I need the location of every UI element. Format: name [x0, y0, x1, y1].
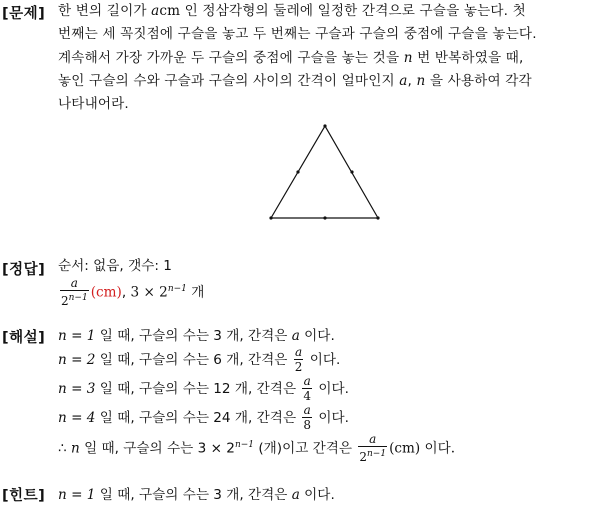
answer-line-1: 순서: 없음, 갯수: 1 [58, 258, 172, 274]
triangle-shape [271, 126, 378, 218]
solution-row-4: n = 4 일 때, 구슬의 수는 24 개, 간격은 $\frac{a}{8}$ 이다. [58, 403, 349, 432]
hint-label: [힌트] [2, 488, 46, 504]
hint-block: n = 1 일 때, 구슬의 수는 3 개, 간격은 a 이다. [58, 487, 335, 503]
answer-line-2: $\frac{a}{2^{n-1}}$ (cm), $3 \times 2^{n-1}$ 개 [61, 276, 205, 308]
solution-label: [해설] [2, 330, 46, 346]
solution-row-1: n = 1 일 때, 구슬의 수는 3 개, 간격은 a 이다. [58, 328, 335, 344]
solution-block [58, 322, 588, 472]
problem-line-3: 계속해서 가장 가까운 두 구슬의 중점에 구슬을 놓는 것을 n 번 반복하였을 때, [58, 49, 524, 66]
answer-fraction: $\frac{a}{2^{n-1}}$ [61, 276, 88, 308]
problem-line-2: 번째는 세 꼭짓점에 구슬을 놓고 두 번째는 구슬과 구슬의 중점에 구슬을 놓는다. [58, 26, 537, 43]
problem-line-5: 나타내어라. [58, 96, 129, 113]
bead-midpoint-left [296, 170, 299, 173]
solution-row-2: n = 2 일 때, 구슬의 수는 6 개, 간격은 $\frac{a}{2}$ 이다. [58, 345, 341, 374]
problem-line-1: 한 변의 길이가 acm 인 정삼각형의 둘레에 일정한 간격으로 구슬을 놓는다. 첫 [58, 3, 526, 19]
bead-midpoint-bottom [323, 216, 326, 219]
bead-vertex-right [376, 216, 379, 219]
bead-vertex-top [323, 124, 326, 127]
answer-block [58, 257, 588, 308]
bead-midpoint-right [350, 170, 353, 173]
bead-vertex-left [269, 216, 272, 219]
answer-unit: (cm) [90, 284, 122, 301]
problem-label: [문제] [2, 6, 46, 22]
solution-row-3: n = 3 일 때, 구슬의 수는 12 개, 간격은 $\frac{a}{4}$ 이다. [58, 374, 349, 403]
solution-conclusion: ∴ n 일 때, 구슬의 수는 $3 \times 2^{n-1}$ (개)이고 간격은 $\frac{a}{2^{n-1}}$ (cm) 이다. [58, 432, 456, 464]
answer-count-unit: 개 [191, 284, 205, 301]
problem-line-4: 놓인 구슬의 수와 구슬과 구슬의 사이의 간격이 얼마인지 a, n 을 사용하여 각각 [58, 72, 532, 89]
answer-count: 3 × 2 [130, 284, 168, 301]
answer-label: [정답] [2, 262, 46, 278]
